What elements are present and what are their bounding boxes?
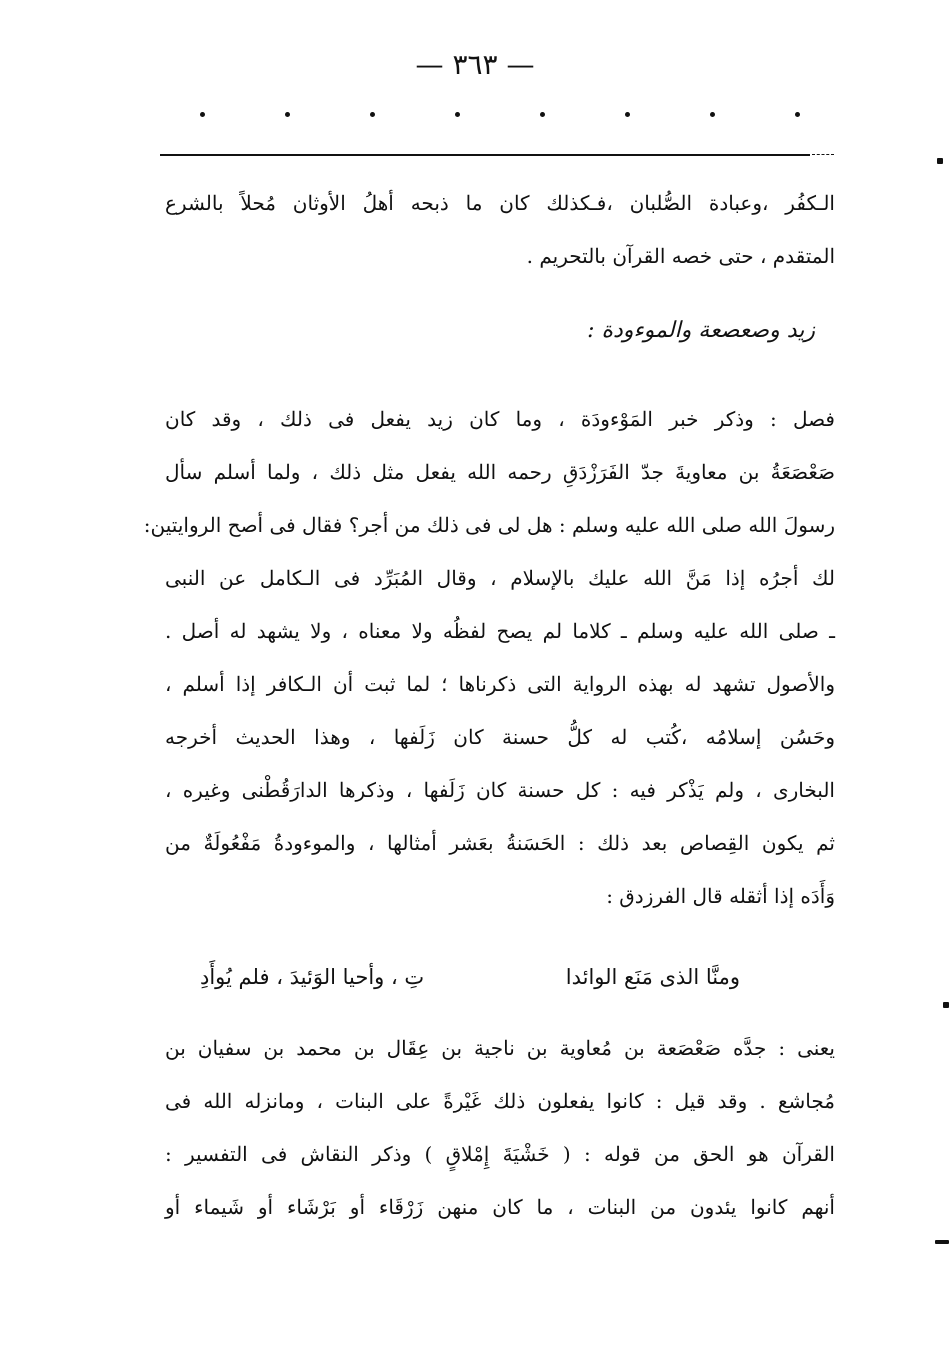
verse-second-hemistich: تِ ، وأحيا الوَئيدَ ، فلم يُوأَدِ bbox=[200, 965, 425, 989]
text-line: القرآن هو الحق من قوله : ( خَشْيَةَ إِمْلاقٍ ) وذكر النقاش فى التفسير : bbox=[165, 1142, 835, 1166]
page-number: — ٣٦٣ — bbox=[415, 48, 535, 81]
margin-mark bbox=[935, 1240, 949, 1244]
text-line: رسولَ الله صلى الله عليه وسلم : هل لى فى ذلك من أجر؟ فقال فى أصح الروايتين: bbox=[143, 513, 835, 537]
text-line: ثم يكون القِصاص بعد ذلك : الحَسَنةُ بعَشر أمثالها ، والموءودةُ مَفْعُولَةٌ من bbox=[165, 831, 835, 855]
text-line: فصل : وذكر خبر المَوْءودَة ، وما كان زيد يفعل فى ذلك ، وقد كان bbox=[165, 407, 835, 431]
header-rule-tail bbox=[812, 154, 834, 155]
ornament-dot bbox=[710, 112, 715, 117]
text-line: ـ صلى الله عليه وسلم ـ كلاما لم يصح لفظُه ولا معناه ، ولا يشهد له أصل . bbox=[165, 619, 835, 643]
ornament-dot bbox=[200, 112, 205, 117]
text-line: والأصول تشهد له بهذه الرواية التى ذكرناها ؛ لما ثبت أن الـكافر إذا أسلم ، bbox=[165, 672, 835, 696]
final-paragraph bbox=[165, 1022, 835, 1234]
header-rule bbox=[160, 154, 810, 156]
poetry-verse bbox=[200, 965, 740, 989]
margin-mark bbox=[943, 1002, 949, 1008]
ornament-dot bbox=[795, 112, 800, 117]
ornament-dot bbox=[625, 112, 630, 117]
text-line: وَأَدَه إذا أثقله قال الفرزدق : bbox=[606, 884, 835, 908]
text-line: وحَسُن إسلامُه ،كُتب له كلُّ حسنة كان زَلَفها ، وهذا الحديث أخرجه bbox=[165, 725, 835, 749]
ornament-dot bbox=[540, 112, 545, 117]
ornament-dot bbox=[455, 112, 460, 117]
verse-first-hemistich: ومنَّا الذى مَنَع الوائدا bbox=[565, 965, 740, 989]
text-line: المتقدم ، حتى خصه القرآن بالتحريم . bbox=[526, 244, 835, 268]
ornament-dot bbox=[370, 112, 375, 117]
ornament-dot bbox=[285, 112, 290, 117]
text-line: مُجاشع . وقد قيل : كانوا يفعلون ذلك غَيْرةً على البنات ، ومانزله الله فى bbox=[165, 1089, 835, 1113]
text-line: أنهم كانوا يئدون من البنات ، ما كان منهن زَرْقَاء أو بَرْشَاء أو شَيماء أو bbox=[165, 1195, 835, 1219]
text-line: صَعْصَعَةُ بن معاويةَ جدّ الفَرَزْدَقِ رحمه الله يفعل مثل ذلك ، ولما أسلم سأل bbox=[165, 460, 835, 484]
section-heading: زيد وصعصعة والموءودة : bbox=[587, 318, 815, 343]
top-paragraph bbox=[165, 177, 835, 283]
text-line: البخارى ، ولم يَذْكر فيه : كل حسنة كان زَلَفها ، وذكرها الدارَقُطْنى وغيره ، bbox=[165, 778, 835, 802]
ornament-dots bbox=[200, 112, 800, 117]
text-line: الـكفُر ،وعبادة الصُّلبان ،فـكذلك كان ما ذبحه أهلُ الأوثان مُحلاً بالشرع bbox=[165, 191, 835, 215]
margin-mark bbox=[937, 158, 943, 164]
text-line: لك أجرُه إذا مَنَّ الله عليك بالإسلام ، وقال المُبَرِّد فى الـكامل عن النبى bbox=[165, 566, 835, 590]
text-line: يعنى : جدَّه صَعْصَعة بن مُعاوية بن ناجية بن عِقَال بن محمد بن سفيان بن bbox=[165, 1036, 835, 1060]
main-paragraph bbox=[143, 393, 835, 923]
